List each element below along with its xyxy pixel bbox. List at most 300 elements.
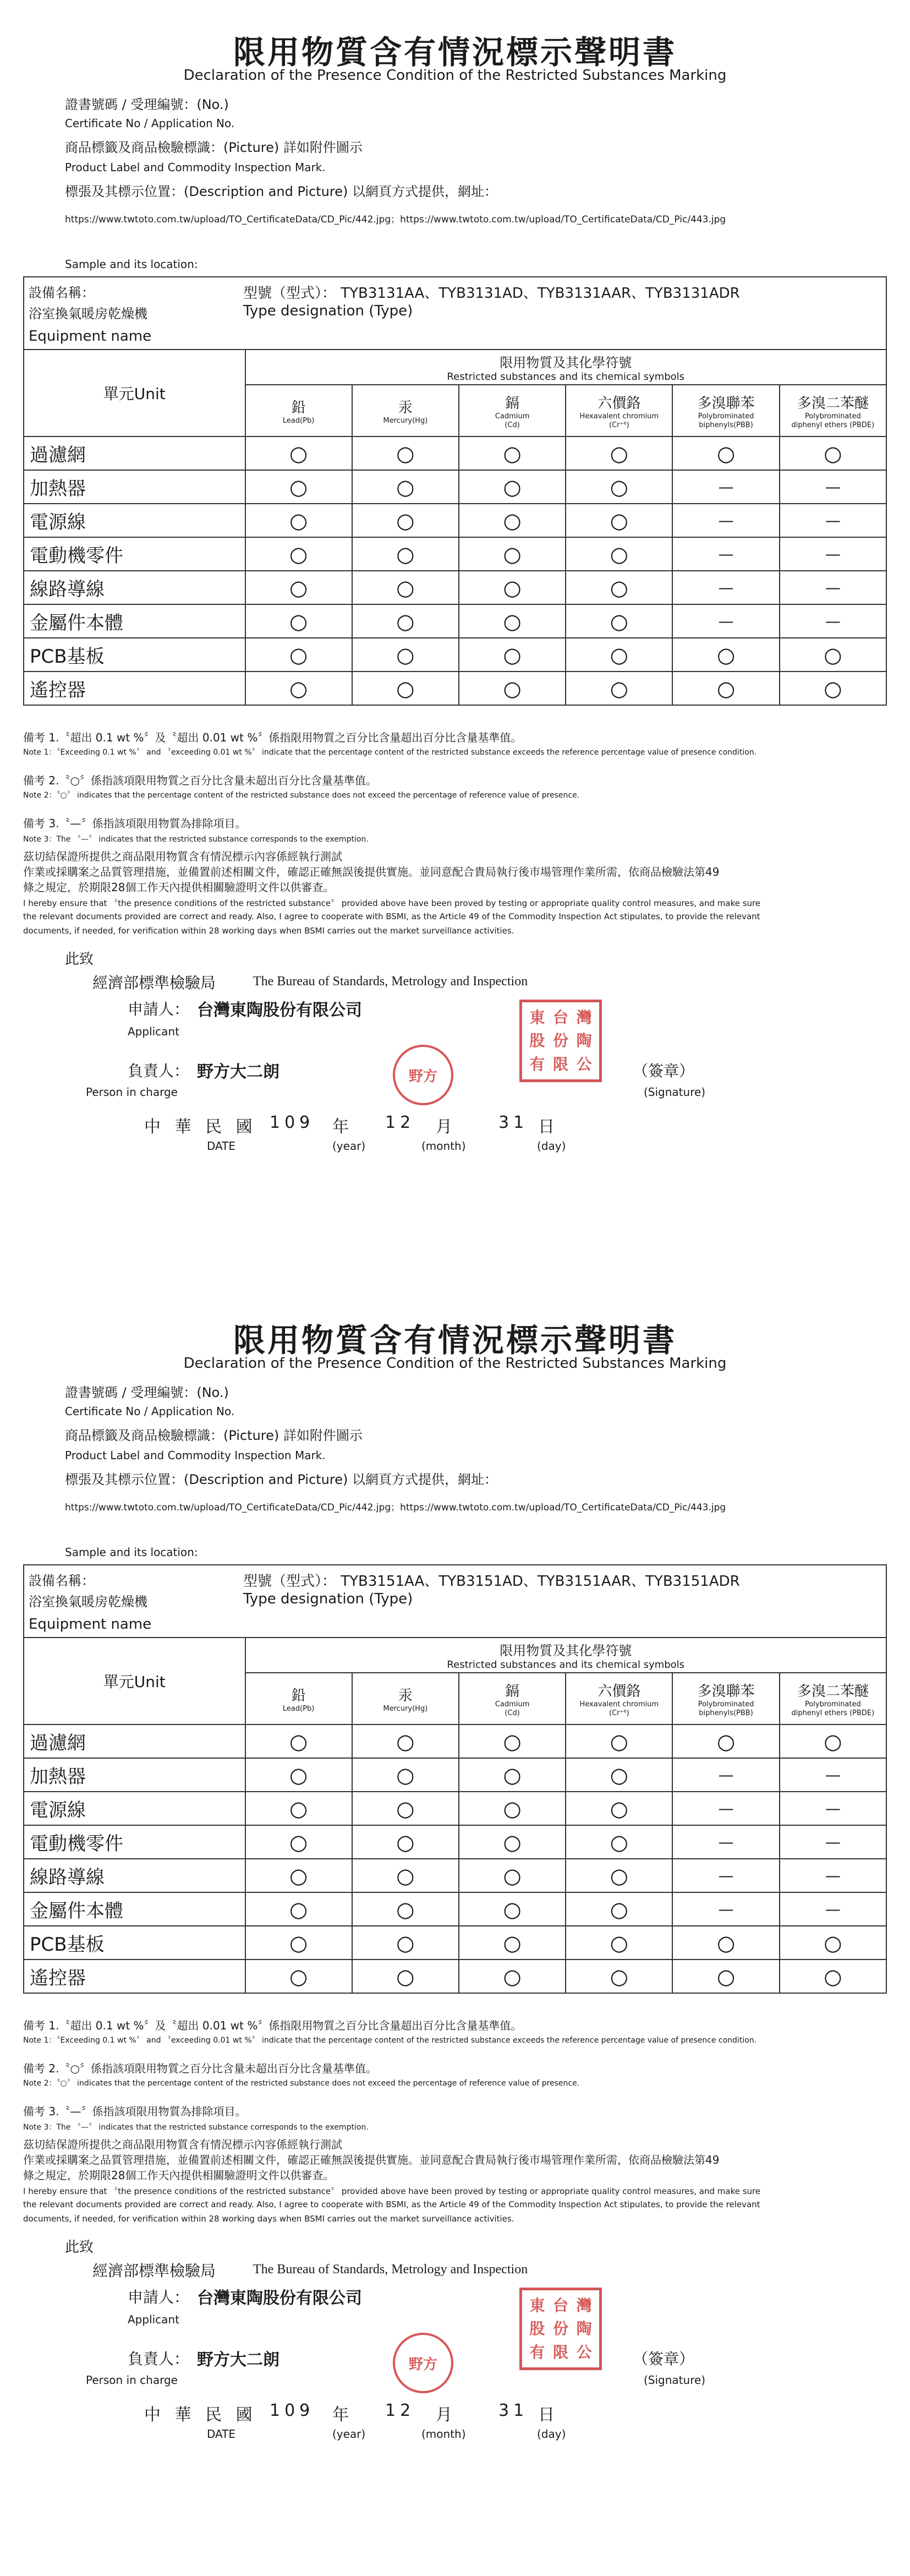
circle-mark: ○ (716, 1729, 736, 1754)
substance-name-en: Polybrominated (804, 412, 861, 421)
person-seal: 野方 (393, 1045, 453, 1105)
substance-mark-cell (780, 1724, 886, 1758)
substance-name-zh: 鎘 (505, 1683, 520, 1700)
seal-label: （簽章） (633, 2350, 695, 2368)
substance-symbol: diphenyl ethers (PBDE) (791, 421, 875, 429)
type-designation (243, 1570, 740, 1590)
table-row (24, 1859, 886, 1892)
substance-mark-cell (672, 470, 779, 504)
substance-mark-cell (566, 504, 672, 537)
table-row (24, 1724, 886, 1758)
substance-symbol: (Cr⁺⁶) (609, 421, 629, 429)
person-seal: 野方 (393, 2333, 453, 2393)
unit-name: 電源線 (24, 504, 245, 537)
unit-name: 加熱器 (24, 1758, 245, 1792)
circle-mark: ○ (610, 609, 628, 634)
unit-header: 單元Unit (24, 1638, 245, 1724)
substance-mark-cell (352, 1960, 459, 1993)
date-day: 31 (498, 1113, 529, 1132)
declaration-page-2 (0, 1288, 910, 2576)
equipment-box (23, 1564, 887, 1637)
bureau-zh: 經濟部標準檢驗局 (92, 974, 216, 992)
note1-en: Note 1：〝Exceeding 0.1 wt %〞 and 〝exceeding 0.01 wt %〞 indicate that the percentage content of the restricted substance exceeds the reference percentage value of presence condition. (23, 2036, 757, 2045)
table-row (24, 1792, 886, 1825)
substance-name-zh: 多溴二苯醚 (797, 1683, 869, 1700)
circle-mark: ○ (716, 1964, 736, 1989)
equipment-name: 浴室換氣暖房乾燥機 (29, 1594, 147, 1609)
substance-mark-cell (459, 1859, 566, 1892)
date-label-en: DATE (207, 1139, 236, 1153)
note2-zh: 備考 2.〝○〞係指該項限用物質之百分比含量未超出百分比含量基準值。 (23, 774, 377, 787)
circle-mark: ○ (503, 1796, 522, 1821)
substance-table (23, 349, 887, 706)
dash-mark: — (825, 477, 841, 496)
seal-char: 東 (529, 1008, 545, 1027)
substance-header (245, 385, 352, 436)
date-month-zh: 月 (436, 2405, 457, 2425)
substance-mark-cell (352, 470, 459, 504)
circle-mark: ○ (716, 1930, 736, 1955)
circle-mark: ○ (289, 1897, 308, 1922)
unit-name: 電源線 (24, 1792, 245, 1825)
cert-no-zh: 證書號碼 / 受理編號：(No.) (65, 1385, 229, 1400)
company-seal (519, 1000, 602, 1082)
substance-mark-cell (245, 1792, 352, 1825)
note1-zh: 備考 1.〝超出 0.1 wt %〞及〝超出 0.01 wt %〞係指限用物質之百分比含量超出百分比含量基準值。 (23, 2019, 522, 2032)
note2-en: Note 2：〝○〞 indicates that the percentage content of the restricted substance does not exceed the percentage of reference value of presence. (23, 2079, 580, 2088)
circle-mark: ○ (289, 1964, 308, 1989)
substance-header (459, 1673, 566, 1724)
cert-no-en: Certificate No / Application No. (65, 1405, 235, 1418)
circle-mark: ○ (610, 1796, 628, 1821)
table-row (24, 436, 886, 470)
applicant-label: 申請人： (128, 1000, 190, 1018)
substance-symbol: (Cd) (505, 1709, 520, 1717)
substance-mark-cell (459, 1758, 566, 1792)
substance-name-zh: 鎘 (505, 395, 520, 412)
substance-header (780, 385, 886, 436)
title-zh: 限用物質含有情況標示聲明書 (233, 34, 677, 71)
declaration-en-1: I hereby ensure that 〝the presence conditions of the restricted substance〞 provided above have been proved by testing or appropriate quality control measures, and make sure (23, 898, 761, 908)
substance-name-en: Cadmium (495, 1700, 530, 1709)
substance-header (566, 385, 672, 436)
circle-mark: ○ (289, 542, 308, 566)
dash-mark: — (718, 1765, 734, 1784)
group-header-zh: 限用物質及其化學符號 (500, 1643, 632, 1658)
company-seal (519, 2288, 602, 2370)
model-list: TYB3131AA、TYB3131AD、TYB3131AAR、TYB3131ADR (341, 285, 740, 302)
circle-mark: ○ (610, 1930, 628, 1955)
substance-mark-cell (459, 1892, 566, 1926)
declaration-zh-1: 茲切結保證所提供之商品限用物質含有情況標示內容係經執行測試 (23, 850, 342, 863)
substance-mark-cell (672, 672, 779, 705)
substance-mark-cell (245, 1859, 352, 1892)
applicant-en: Applicant (128, 1025, 179, 1038)
circle-mark: ○ (503, 676, 522, 701)
circle-mark: ○ (396, 609, 415, 634)
substance-mark-cell (245, 1758, 352, 1792)
circle-mark: ○ (610, 508, 628, 533)
date-day: 31 (498, 2401, 529, 2420)
label-en: Product Label and Commodity Inspection Mark. (65, 1449, 326, 1462)
seal-char: 股 (529, 1032, 545, 1050)
unit-name: PCB基板 (24, 638, 245, 672)
circle-mark: ○ (396, 1863, 415, 1888)
substance-mark-cell (459, 1926, 566, 1960)
date-label-zh: 中 華 民 國 (144, 2405, 257, 2425)
seal-char: 公 (576, 1055, 592, 1073)
substance-mark-cell (566, 1960, 672, 1993)
substance-mark-cell (352, 436, 459, 470)
circle-mark: ○ (824, 642, 842, 667)
substance-header (459, 385, 566, 436)
dash-mark: — (825, 578, 841, 597)
note3-en: Note 3：The 〝—〞 indicates that the restricted substance corresponds to the exemption. (23, 2123, 369, 2132)
substance-header (352, 385, 459, 436)
circle-mark: ○ (610, 1964, 628, 1989)
type-label-en: Type designation (Type) (243, 1591, 413, 1607)
substance-mark-cell (566, 1758, 672, 1792)
sample-location: Sample and its location: (65, 1546, 198, 1559)
circle-mark: ○ (824, 1964, 842, 1989)
position-zh: 標張及其標示位置：(Description and Picture) 以網頁方式提供，網址： (65, 1472, 497, 1487)
dash-mark: — (825, 544, 841, 563)
dash-mark: — (825, 612, 841, 630)
substance-name-en: Mercury(Hg) (383, 1704, 428, 1713)
dash-mark: — (718, 544, 734, 563)
circle-mark: ○ (824, 1930, 842, 1955)
substance-mark-cell (566, 1859, 672, 1892)
circle-mark: ○ (396, 642, 415, 667)
equipment-label-en: Equipment name (29, 328, 152, 345)
circle-mark: ○ (503, 474, 522, 499)
substance-mark-cell (459, 537, 566, 571)
substance-mark-cell (245, 1825, 352, 1859)
substance-mark-cell (780, 504, 886, 537)
unit-name: 過濾網 (24, 1724, 245, 1758)
substance-mark-cell (352, 1825, 459, 1859)
circle-mark: ○ (503, 1930, 522, 1955)
substance-mark-cell (245, 1926, 352, 1960)
dash-mark: — (825, 1900, 841, 1918)
circle-mark: ○ (824, 1729, 842, 1754)
circle-mark: ○ (289, 1729, 308, 1754)
table-row (24, 571, 886, 604)
declaration-zh-2: 作業或採購案之品質管理措施，並備置前述相關文件，確認正確無誤後提供實施。並同意配合貴局執行後市場管理作業所需，依商品檢驗法第49 (23, 865, 720, 878)
circle-mark: ○ (503, 642, 522, 667)
circle-mark: ○ (396, 676, 415, 701)
dash-mark: — (718, 477, 734, 496)
equipment-name: 浴室換氣暖房乾燥機 (29, 306, 147, 321)
circle-mark: ○ (610, 676, 628, 701)
sample-location: Sample and its location: (65, 258, 198, 271)
equipment-label: 設備名稱： (29, 1573, 95, 1589)
person-en: Person in charge (86, 2373, 178, 2387)
circle-mark: ○ (716, 441, 736, 466)
applicant-en: Applicant (128, 2313, 179, 2326)
declaration-zh-3: 條之規定，於期限28個工作天內提供相關驗證明文件以供審查。 (23, 881, 335, 894)
circle-mark: ○ (716, 642, 736, 667)
date-month-en: (month) (421, 2427, 466, 2441)
dash-mark: — (718, 1866, 734, 1885)
circle-mark: ○ (289, 508, 308, 533)
circle-mark: ○ (503, 575, 522, 600)
note2-zh: 備考 2.〝○〞係指該項限用物質之百分比含量未超出百分比含量基準值。 (23, 2062, 377, 2075)
substance-mark-cell (459, 638, 566, 672)
declaration-to: 此致 (65, 2239, 94, 2256)
circle-mark: ○ (396, 1762, 415, 1787)
substance-header (352, 1673, 459, 1724)
group-header-en: Restricted substances and its chemical symbols (447, 1659, 685, 1671)
circle-mark: ○ (396, 474, 415, 499)
note3-zh: 備考 3.〝—〞係指該項限用物質為排除項目。 (23, 2105, 246, 2118)
circle-mark: ○ (610, 1863, 628, 1888)
circle-mark: ○ (503, 609, 522, 634)
substance-symbol: biphenyls(PBB) (699, 1709, 753, 1717)
table-row (24, 1892, 886, 1926)
substance-name-en: Polybrominated (698, 412, 754, 421)
note1-en: Note 1：〝Exceeding 0.1 wt %〞 and 〝exceeding 0.01 wt %〞 indicate that the percentage content of the restricted substance exceeds the reference percentage value of presence condition. (23, 748, 757, 757)
substance-mark-cell (672, 604, 779, 638)
table-row (24, 1926, 886, 1960)
circle-mark: ○ (503, 441, 522, 466)
substance-mark-cell (566, 470, 672, 504)
date-month: 12 (385, 2401, 415, 2420)
substance-mark-cell (780, 672, 886, 705)
substance-mark-cell (672, 436, 779, 470)
circle-mark: ○ (289, 441, 308, 466)
substance-mark-cell (780, 537, 886, 571)
substance-mark-cell (566, 1792, 672, 1825)
circle-mark: ○ (289, 1863, 308, 1888)
dash-mark: — (825, 1799, 841, 1818)
equipment-label-en: Equipment name (29, 1616, 152, 1633)
substance-mark-cell (566, 1926, 672, 1960)
substance-mark-cell (352, 1859, 459, 1892)
date-day-en: (day) (537, 1139, 566, 1153)
substance-mark-cell (245, 537, 352, 571)
substance-mark-cell (352, 638, 459, 672)
declaration-zh-3: 條之規定，於期限28個工作天內提供相關驗證明文件以供審查。 (23, 2169, 335, 2182)
circle-mark: ○ (824, 441, 842, 466)
substance-mark-cell (672, 1960, 779, 1993)
substance-mark-cell (672, 537, 779, 571)
note3-zh: 備考 3.〝—〞係指該項限用物質為排除項目。 (23, 817, 246, 830)
circle-mark: ○ (289, 642, 308, 667)
date-year: 109 (270, 1113, 315, 1132)
circle-mark: ○ (396, 1930, 415, 1955)
substance-header (672, 1673, 779, 1724)
circle-mark: ○ (289, 1762, 308, 1787)
circle-mark: ○ (289, 609, 308, 634)
seal-char: 灣 (576, 2296, 592, 2315)
substance-symbol: diphenyl ethers (PBDE) (791, 1709, 875, 1717)
seal-char: 份 (552, 2320, 568, 2338)
substance-mark-cell (245, 638, 352, 672)
unit-name: 線路導線 (24, 1859, 245, 1892)
substance-mark-cell (459, 672, 566, 705)
unit-name: 過濾網 (24, 436, 245, 470)
declaration-en-2: the relevant documents provided are correct and ready. Also, I agree to cooperate with BSMI, as the Article 49 of the Commodity Inspection Act stipulates, to provide the relevant (23, 912, 760, 921)
substance-mark-cell (672, 1926, 779, 1960)
substance-mark-cell (672, 1724, 779, 1758)
substance-name-zh: 鉛 (291, 1687, 306, 1704)
seal-char: 灣 (576, 1008, 592, 1027)
circle-mark: ○ (610, 1897, 628, 1922)
date-year-zh: 年 (332, 1117, 353, 1137)
dash-mark: — (825, 1832, 841, 1851)
circle-mark: ○ (610, 1762, 628, 1787)
label-zh: 商品標籤及商品檢驗標識：(Picture) 詳如附件圖示 (65, 140, 363, 155)
applicant-name: 台灣東陶股份有限公司 (197, 1001, 362, 1020)
label-zh: 商品標籤及商品檢驗標識：(Picture) 詳如附件圖示 (65, 1428, 363, 1443)
position-zh: 標張及其標示位置：(Description and Picture) 以網頁方式提供，網址： (65, 184, 497, 199)
date-year: 109 (270, 2401, 315, 2420)
substance-mark-cell (672, 638, 779, 672)
seal-en: (Signature) (644, 2373, 706, 2387)
substance-name-en: Lead(Pb) (282, 416, 315, 425)
substance-mark-cell (672, 571, 779, 604)
substance-mark-cell (780, 571, 886, 604)
declaration-en-3: documents, if needed, for verification within 28 working days when BSMI carries out the market surveillance activities. (23, 2214, 514, 2224)
declaration-zh-1: 茲切結保證所提供之商品限用物質含有情況標示內容係經執行測試 (23, 2138, 342, 2151)
circle-mark: ○ (396, 1897, 415, 1922)
circle-mark: ○ (503, 1762, 522, 1787)
substance-header (566, 1673, 672, 1724)
unit-name: 電動機零件 (24, 537, 245, 571)
seal-en: (Signature) (644, 1085, 706, 1099)
declaration-to: 此致 (65, 951, 94, 968)
circle-mark: ○ (396, 441, 415, 466)
substance-mark-cell (566, 537, 672, 571)
date-day-zh: 日 (538, 1117, 559, 1137)
dash-mark: — (718, 612, 734, 630)
substance-mark-cell (566, 604, 672, 638)
substance-symbol: biphenyls(PBB) (699, 421, 753, 429)
substance-mark-cell (459, 470, 566, 504)
model-list: TYB3151AA、TYB3151AD、TYB3151AAR、TYB3151ADR (341, 1573, 740, 1590)
substance-mark-cell (780, 638, 886, 672)
seal-char: 陶 (576, 1032, 592, 1050)
circle-mark: ○ (396, 1729, 415, 1754)
circle-mark: ○ (289, 676, 308, 701)
circle-mark: ○ (716, 676, 736, 701)
substance-mark-cell (245, 1724, 352, 1758)
position-url: https://www.twtoto.com.tw/upload/TO_CertificateData/CD_Pic/442.jpg；https://www.twtoto.com.tw/upload/TO_CertificateData/CD_Pic/443.jpg (65, 214, 726, 225)
substance-mark-cell (459, 1825, 566, 1859)
seal-char: 台 (552, 1008, 568, 1027)
substance-mark-cell (780, 604, 886, 638)
substance-name-zh: 多溴聯苯 (697, 395, 755, 412)
seal-label: （簽章） (633, 1062, 695, 1080)
position-url: https://www.twtoto.com.tw/upload/TO_CertificateData/CD_Pic/442.jpg；https://www.twtoto.com.tw/upload/TO_CertificateData/CD_Pic/443.jpg (65, 1502, 726, 1513)
table-row (24, 537, 886, 571)
substance-mark-cell (566, 1892, 672, 1926)
substance-header (672, 385, 779, 436)
substance-name-en: Hexavalent chromium (579, 1700, 659, 1709)
substance-mark-cell (459, 1724, 566, 1758)
title-en: Declaration of the Presence Condition of the Restricted Substances Marking (183, 1355, 727, 1372)
substance-mark-cell (672, 1859, 779, 1892)
unit-name: 加熱器 (24, 470, 245, 504)
date-year-zh: 年 (332, 2405, 353, 2425)
group-header-zh: 限用物質及其化學符號 (500, 355, 632, 370)
seal-char: 有 (529, 1055, 545, 1073)
substance-mark-cell (459, 436, 566, 470)
circle-mark: ○ (503, 542, 522, 566)
table-row (24, 638, 886, 672)
substance-name-en: Mercury(Hg) (383, 416, 428, 425)
substance-mark-cell (672, 1792, 779, 1825)
person-label: 負責人： (128, 2350, 190, 2368)
circle-mark: ○ (610, 642, 628, 667)
circle-mark: ○ (503, 508, 522, 533)
circle-mark: ○ (396, 508, 415, 533)
person-name: 野方大二朗 (197, 1062, 279, 1082)
substance-mark-cell (245, 436, 352, 470)
seal-char: 台 (552, 2296, 568, 2315)
substance-mark-cell (245, 571, 352, 604)
title-zh: 限用物質含有情況標示聲明書 (233, 1322, 677, 1359)
substance-mark-cell (459, 504, 566, 537)
dash-mark: — (825, 511, 841, 530)
substance-mark-cell (780, 1859, 886, 1892)
circle-mark: ○ (503, 1729, 522, 1754)
seal-char: 限 (552, 1055, 568, 1073)
substance-mark-cell (780, 436, 886, 470)
table-row (24, 1825, 886, 1859)
circle-mark: ○ (503, 1964, 522, 1989)
table-row (24, 1758, 886, 1792)
substance-mark-cell (245, 604, 352, 638)
substance-mark-cell (780, 1960, 886, 1993)
person-name: 野方大二朗 (197, 2350, 279, 2370)
circle-mark: ○ (610, 575, 628, 600)
substance-mark-cell (352, 504, 459, 537)
table-row (24, 672, 886, 705)
group-header (245, 1638, 887, 1673)
substance-table (23, 1637, 887, 1994)
substance-mark-cell (352, 672, 459, 705)
substance-mark-cell (245, 672, 352, 705)
substance-mark-cell (245, 1960, 352, 1993)
unit-name: 遙控器 (24, 672, 245, 705)
substance-name-zh: 鉛 (291, 399, 306, 416)
circle-mark: ○ (396, 542, 415, 566)
substance-name-en: Polybrominated (804, 1700, 861, 1709)
circle-mark: ○ (610, 474, 628, 499)
substance-name-en: Polybrominated (698, 1700, 754, 1709)
unit-header: 單元Unit (24, 350, 245, 436)
substance-mark-cell (672, 1825, 779, 1859)
circle-mark: ○ (396, 1796, 415, 1821)
unit-name: PCB基板 (24, 1926, 245, 1960)
circle-mark: ○ (289, 1830, 308, 1854)
seal-char: 限 (552, 2343, 568, 2361)
substance-mark-cell (245, 1892, 352, 1926)
substance-name-zh: 多溴二苯醚 (797, 395, 869, 412)
substance-mark-cell (780, 470, 886, 504)
circle-mark: ○ (396, 575, 415, 600)
substance-header (245, 1673, 352, 1724)
substance-mark-cell (566, 638, 672, 672)
dash-mark: — (718, 1799, 734, 1818)
substance-mark-cell (566, 571, 672, 604)
substance-mark-cell (245, 470, 352, 504)
substance-mark-cell (459, 1960, 566, 1993)
declaration-en-3: documents, if needed, for verification within 28 working days when BSMI carries out the market surveillance activities. (23, 926, 514, 936)
circle-mark: ○ (396, 1964, 415, 1989)
